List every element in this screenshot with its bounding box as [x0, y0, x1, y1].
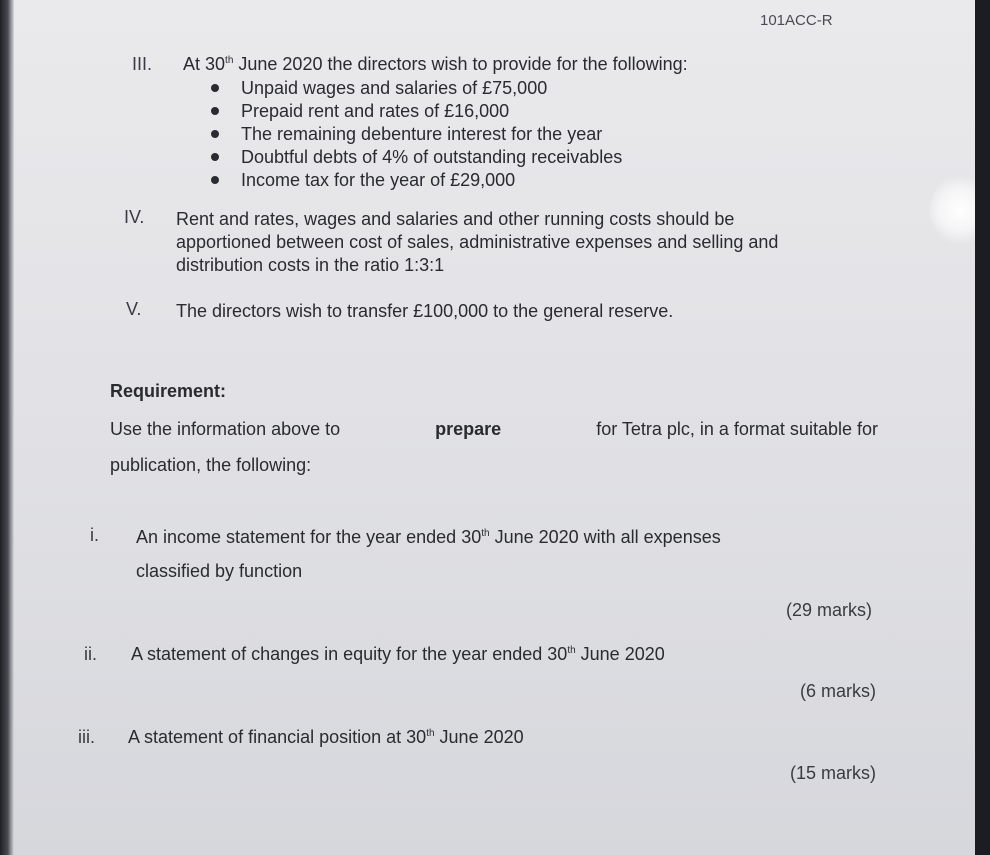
bullet-dot — [211, 176, 219, 184]
part-iii-numeral: iii. — [78, 727, 95, 747]
part-i-line-1: An income statement for the year ended 30th June 2020 with all expenses — [136, 527, 721, 547]
part-i-marks: (29 marks) — [786, 600, 873, 620]
item-v-text: The directors wish to transfer £100,000 to the general reserve. — [176, 301, 674, 321]
requirement-line-2: publication, the following: — [110, 455, 312, 475]
part-ii-line-1: A statement of changes in equity for the year ended 30th June 2020 — [131, 644, 665, 664]
part-i-line-2: classified by function — [136, 561, 303, 581]
bullet-item: Unpaid wages and salaries of £75,000 — [241, 78, 548, 98]
bullet-item: Doubtful debts of 4% of outstanding receivables — [241, 147, 623, 167]
bullet-dot — [211, 107, 219, 115]
requirement-emphasis: prepare — [435, 419, 502, 439]
bullet-item: The remaining debenture interest for the year — [241, 124, 603, 144]
paper-left-edge — [0, 0, 14, 855]
item-v-numeral: V. — [126, 299, 142, 319]
item-iv-line: Rent and rates, wages and salaries and other running costs should be — [176, 209, 735, 229]
requirement-heading: Requirement: — [110, 381, 227, 401]
item-iv-line: distribution costs in the ratio 1:3:1 — [176, 255, 445, 275]
part-iii-marks: (15 marks) — [790, 763, 877, 783]
document-code: 101ACC-R — [760, 12, 833, 29]
part-i-numeral: i. — [90, 525, 99, 545]
bullet-item: Income tax for the year of £29,000 — [241, 170, 516, 190]
item-iv-numeral: IV. — [124, 207, 145, 227]
bullet-dot — [211, 153, 219, 161]
bullet-item: Prepaid rent and rates of £16,000 — [241, 101, 510, 121]
requirement-line-1 — [110, 418, 878, 440]
light-glare — [930, 175, 975, 245]
requirement-text: for Tetra plc, in a format suitable for — [596, 419, 878, 439]
bullet-dot — [211, 84, 219, 92]
item-iv-line: apportioned between cost of sales, administrative expenses and selling and — [176, 232, 779, 252]
part-iii-line-1: A statement of financial position at 30th June 2020 — [128, 727, 524, 747]
requirement-text: Use the information above to — [110, 419, 341, 439]
item-iii-numeral: III. — [132, 54, 153, 74]
item-iii-intro: At 30th June 2020 the directors wish to provide for the following: — [183, 54, 688, 74]
part-ii-marks: (6 marks) — [800, 681, 876, 701]
bullet-dot — [211, 130, 219, 138]
part-ii-numeral: ii. — [84, 644, 97, 664]
